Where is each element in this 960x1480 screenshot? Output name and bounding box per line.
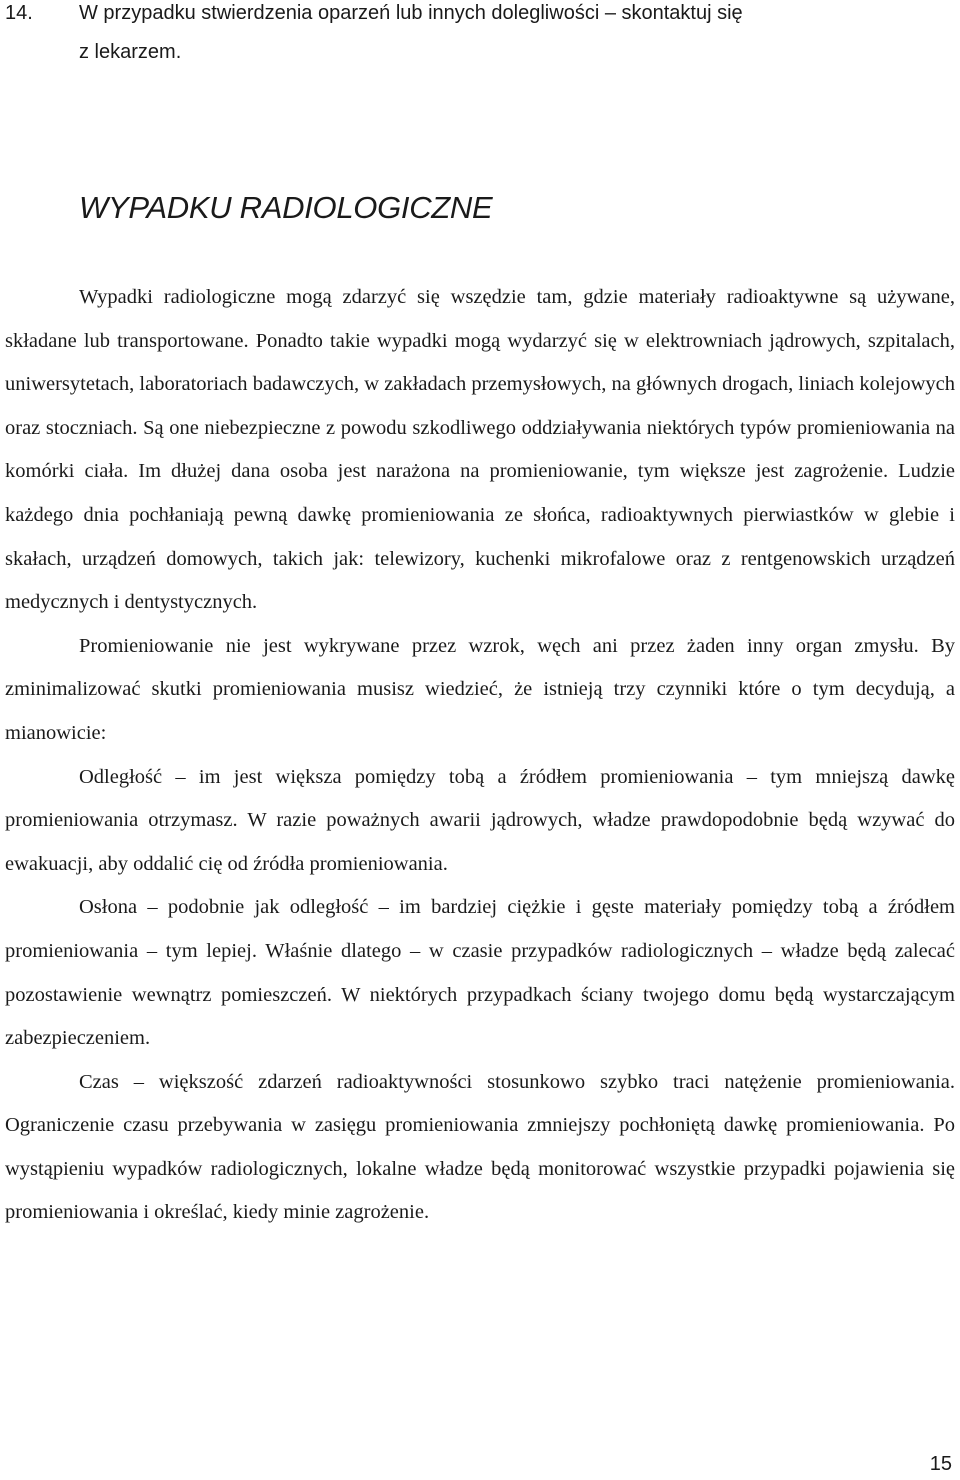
list-item-14 (5, 0, 957, 72)
paragraph-intro: Wypadki radiologiczne mogą zdarzyć się wszędzie tam, gdzie materiały radioaktywne są używane, składane lub transportowane. Ponadto takie wypadki mogą wydarzyć się w elektrowniach jądrowych, szpitalach, uniwersytetach, laboratoriach badawczych, w zakładach przemysłowych, na głównych drogach, liniach kolejowych oraz stoczniach. Są one niebezpieczne z powodu szkodliwego oddziaływania niektórych typów promieniowania na komórki ciała. Im dłużej dana osoba jest narażona na promieniowanie, tym większe jest zagrożenie. Ludzie każdego dnia pochłaniają pewną dawkę promieniowania ze słońca, radioaktywnych pierwiastków w glebie i skałach, urządzeń domowych, takich jak: telewizory, kuchenki mikrofalowe oraz z rentgenowskich urządzeń medycznych i dentystycznych. (5, 286, 955, 614)
list-item-number: 14. (5, 2, 33, 24)
list-item-text-line1: W przypadku stwierdzenia oparzeń lub innych dolegliwości – skontaktuj się (79, 2, 743, 24)
paragraph-shielding: Osłona – podobnie jak odległość – im bardziej ciężkie i gęste materiały pomiędzy tobą a źródłem promieniowania – tym lepiej. Właśnie dlatego – w czasie przypadków radiologicznych – władze będą zalecać pozostawienie wewnątrz pomieszczeń. W niektórych przypadkach ściany twojego domu będą wystarczającym zabezpieczeniem. (5, 896, 955, 1050)
section-heading: WYPADKU RADIOLOGICZNE (79, 190, 493, 225)
paragraph-time: Czas – większość zdarzeń radioaktywności stosunkowo szybko traci natężenie promieniowania. Ograniczenie czasu przebywania w zasięgu promieniowania zmniejszy pochłoniętą dawkę promieniowania. Po wystąpieniu wypadków radiologicznych, lokalne władze będą monitorować wszystkie przypadki pojawienia się promieniowania i określać, kiedy minie zagrożenie. (5, 1070, 955, 1224)
paragraph-distance: Odległość – im jest większa pomiędzy tobą a źródłem promieniowania – tym mniejszą dawkę promieniowania otrzymasz. W razie poważnych awarii jądrowych, władze prawdopodobnie będą wzywać do ewakuacji, aby oddalić cię od źródła promieniowania. (5, 765, 955, 875)
section-body (5, 276, 955, 1235)
paragraph-detection: Promieniowanie nie jest wykrywane przez wzrok, węch ani przez żaden inny organ zmysłu. By zminimalizować skutki promieniowania musisz wiedzieć, że istnieją trzy czynniki które o tym decydują, a mianowicie: (5, 634, 955, 744)
page-number: 15 (929, 1453, 952, 1475)
list-item-text-line2: z lekarzem. (79, 41, 182, 63)
